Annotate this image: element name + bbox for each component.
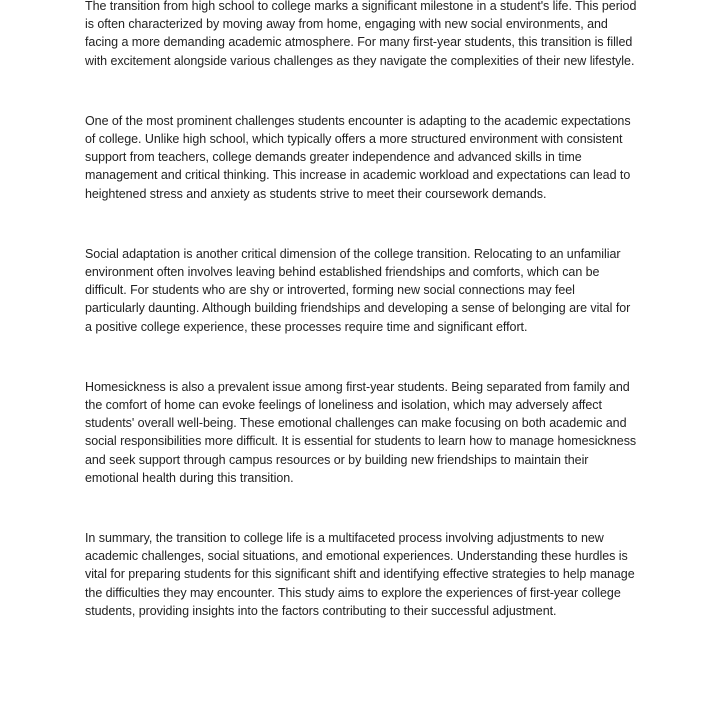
paragraph-social-adaptation: Social adaptation is another critical dimension of the college transition. Relocating to an unfamiliar environment often involves leaving behind established friendships and comforts, which can be difficult. For students who are shy or introverted, forming new social connections may feel particularly daunting. Although building friendships and developing a sense of belonging are vital for a positive college experience, these processes require time and significant effort. — [85, 246, 631, 334]
document-body — [85, 0, 637, 662]
paragraph-summary: In summary, the transition to college life is a multifaceted process involving adjustments to new academic challenges, social situations, and emotional experiences. Understanding these hurdles is vital for preparing students for this significant shift and identifying effective strategies to help manage the difficulties they may encounter. This study aims to explore the experiences of first-year college students, providing insights into the factors contributing to their successful adjustment. — [85, 531, 635, 618]
paragraph-introduction: The transition from high school to college marks a significant milestone in a student's life. This period is often characterized by moving away from home, engaging with new social environments, and facing a more demanding academic atmosphere. For many first-year students, this transition is filled with excitement alongside various challenges as they navigate the complexities of their new lifestyle. — [85, 0, 637, 68]
paragraph-homesickness: Homesickness is also a prevalent issue among first-year students. Being separated from family and the comfort of home can evoke feelings of loneliness and isolation, which may adversely affect students' overall well-being. These emotional challenges can make focusing on both academic and social responsibilities more difficult. It is essential for students to learn how to manage homesickness and seek support through campus resources or by building new friendships to maintain their emotional health during this transition. — [85, 379, 637, 485]
paragraph-academic-challenges: One of the most prominent challenges students encounter is adapting to the academic expectations of college. Unlike high school, which typically offers a more structured environment with consistent support from teachers, college demands greater independence and advanced skills in time management and critical thinking. This increase in academic workload and expectations can lead to heightened stress and anxiety as students strive to meet their coursework demands. — [85, 113, 631, 201]
